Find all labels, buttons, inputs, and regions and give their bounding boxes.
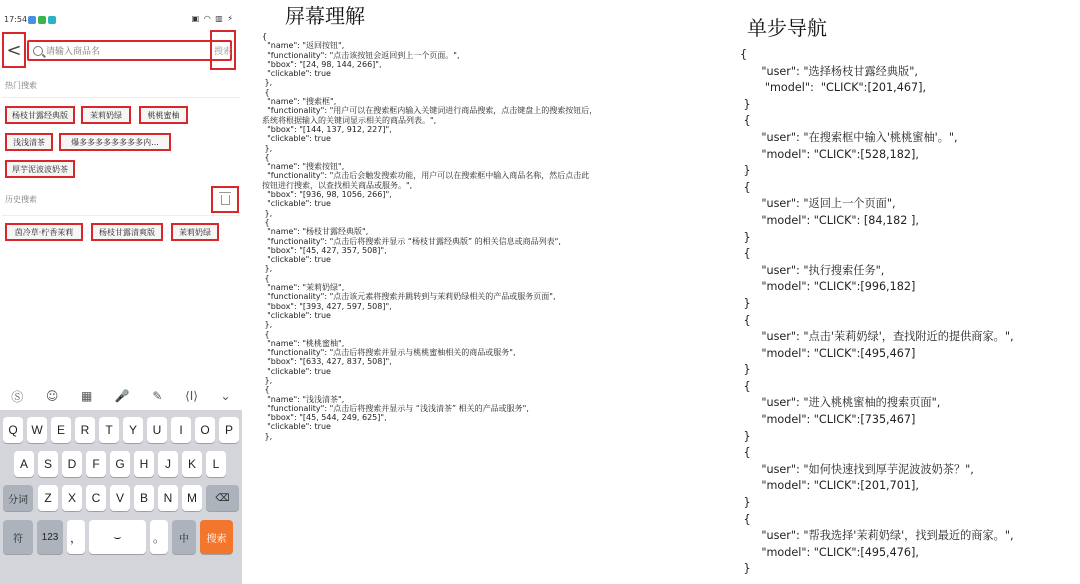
history-tag[interactable]: 茉莉奶绿 [171, 223, 219, 241]
key-e[interactable]: E [51, 417, 71, 443]
screen-understanding-json: { "name": "返回按钮", "functionality": "点击该按钮会返回到上一个页面。", "bbox": "[24, 98, 144, 266]", "clickable": true }, { "name": "搜索框", "functionality": "用户可以在搜索框内输入关键词进行商品搜索，点击键盘上的搜索按钮后， 系统将根据输入的关键词显示相关的商品列表。", "bbox": "[144, 137, 912, 227]", "clickable": true }, { "name": "搜索按钮", "functionality": "点击后会触发搜索功能，用户可以在搜索框中输入商品名称，然后点击此 按钮进行搜索，以查找相关商品或服务。", "bbox": "[936, 98, 1056, 266]", "clickable": true }, { "name": "杨枝甘露经典版", "functionality": "点击后将搜索并显示 “杨枝甘露经典版” 的相关信息或商品列表", "bbox": "[45, 427, 357, 508]", "clickable": true }, { "name": "茉莉奶绿", "functionality": "点击该元素将搜索并跳转到与茉莉奶绿相关的产品或服务页面", "bbox": "[393, 427, 597, 508]", "clickable": true }, { "name": "桃桃蜜柚", "functionality": "点击后将搜索并显示与桃桃蜜柚相关的商品或服务", "bbox": "[633, 427, 837, 508]", "clickable": true }, { "name": "浅浅清茶", "functionality": "点击后将搜索并显示与 “浅浅清茶” 相关的产品或服务", "bbox": "[45, 544, 249, 625]", "clickable": true }, [262, 32, 598, 441]
key-segment[interactable]: 分词 [3, 485, 33, 511]
hot-tag[interactable]: 杨枝甘露经典版 [5, 106, 75, 124]
key-u[interactable]: U [147, 417, 167, 443]
key-r[interactable]: R [75, 417, 95, 443]
key-period[interactable]: 。 [150, 520, 168, 554]
history-tag[interactable]: 茵冷草·柠香茉莉 [5, 223, 83, 241]
key-p[interactable]: P [219, 417, 239, 443]
hot-tag[interactable]: 厚芋泥波波奶茶 [5, 160, 75, 178]
key-c[interactable]: C [86, 485, 106, 511]
key-m[interactable]: M [182, 485, 202, 511]
history-tag[interactable]: 杨枝甘露清爽版 [91, 223, 163, 241]
hot-search-label: 热门搜索 [5, 81, 37, 90]
back-button[interactable] [2, 32, 26, 68]
key-numbers[interactable]: 123 [37, 520, 63, 554]
keyboard [0, 410, 242, 584]
search-button[interactable]: 搜索 [210, 30, 236, 70]
key-w[interactable]: W [27, 417, 47, 443]
status-system-icons: ▣ ◠ ▥ ⚡ [191, 14, 234, 23]
key-f[interactable]: F [86, 451, 106, 477]
collapse-keyboard-icon[interactable]: ⌄ [220, 389, 231, 403]
key-n[interactable]: N [158, 485, 178, 511]
app-icon [28, 16, 36, 24]
key-s[interactable]: S [38, 451, 58, 477]
keyboard-search-key[interactable]: 搜索 [200, 520, 233, 554]
sogou-logo-icon[interactable]: Ⓢ [11, 389, 24, 404]
key-i[interactable]: I [171, 417, 191, 443]
key-t[interactable]: T [99, 417, 119, 443]
microphone-icon[interactable]: 🎤 [114, 389, 130, 403]
backspace-key[interactable]: ⌫ [206, 485, 239, 511]
status-app-icons [28, 16, 56, 24]
hot-tag[interactable]: 爆多多多多多多多多内... [59, 133, 171, 151]
single-step-nav-title: 单步导航 [747, 16, 827, 40]
keyboard-toolbar [0, 383, 242, 409]
key-b[interactable]: B [134, 485, 154, 511]
key-d[interactable]: D [62, 451, 82, 477]
clear-history-button[interactable] [211, 186, 239, 213]
handwriting-icon[interactable]: ✎ [152, 389, 163, 403]
key-comma[interactable]: ， [67, 520, 85, 554]
key-x[interactable]: X [62, 485, 82, 511]
history-search-label: 历史搜索 [5, 195, 37, 204]
status-bar [4, 14, 238, 28]
search-input[interactable] [46, 46, 206, 56]
search-icon [33, 46, 43, 56]
key-y[interactable]: Y [123, 417, 143, 443]
space-key[interactable]: ⌣ [89, 520, 146, 554]
key-j[interactable]: J [158, 451, 178, 477]
app-icon [48, 16, 56, 24]
search-box[interactable] [27, 40, 232, 61]
key-a[interactable]: A [14, 451, 34, 477]
divider [2, 97, 240, 98]
phone-screenshot [0, 0, 242, 584]
screen-understanding-title: 屏幕理解 [285, 4, 365, 28]
key-symbols[interactable]: 符 [3, 520, 33, 554]
emoji-icon[interactable]: ☺ [45, 389, 59, 403]
hot-tag[interactable]: 茉莉奶绿 [81, 106, 131, 124]
clipboard-icon[interactable]: ▦ [80, 389, 93, 403]
hot-tag[interactable]: 桃桃蜜柚 [139, 106, 188, 124]
key-k[interactable]: K [182, 451, 202, 477]
trash-icon [221, 195, 230, 205]
hot-tag[interactable]: 浅浅清茶 [5, 133, 53, 151]
key-o[interactable]: O [195, 417, 215, 443]
key-language[interactable]: 中 [172, 520, 196, 554]
app-icon [38, 16, 46, 24]
chevron-left-icon: < [6, 39, 22, 61]
key-z[interactable]: Z [38, 485, 58, 511]
single-step-nav-json: { "user": "选择杨枝甘露经典版", "model": "CLICK":[201,467], } { "user": "在搜索框中输入'桃桃蜜柚'。", "model": "CLICK":[528,182], } { "user": "返回上一个页面", "model": "CLICK": [84,182 ], } { "user": "执行搜索任务", "model": "CLICK":[996,182] } { "user": "点击'茉莉奶绿'，查找附近的提供商家。", "model": "CLICK":[495,467] } { "user": "进入桃桃蜜柚的搜索页面", "model": "CLICK":[735,467] } { "user": "如何快速找到厚芋泥波波奶茶？", "model": "CLICK":[201,701], } { "user": "帮我选择'茉莉奶绿'，找到最近的商家。", "model": "CLICK":[495,476], } [740, 48, 1014, 576]
cursor-move-icon[interactable]: ⟨I⟩ [185, 389, 198, 403]
divider [2, 215, 240, 216]
key-l[interactable]: L [206, 451, 226, 477]
key-g[interactable]: G [110, 451, 130, 477]
key-q[interactable]: Q [3, 417, 23, 443]
key-v[interactable]: V [110, 485, 130, 511]
key-h[interactable]: H [134, 451, 154, 477]
status-time: 17:54 [4, 15, 28, 24]
